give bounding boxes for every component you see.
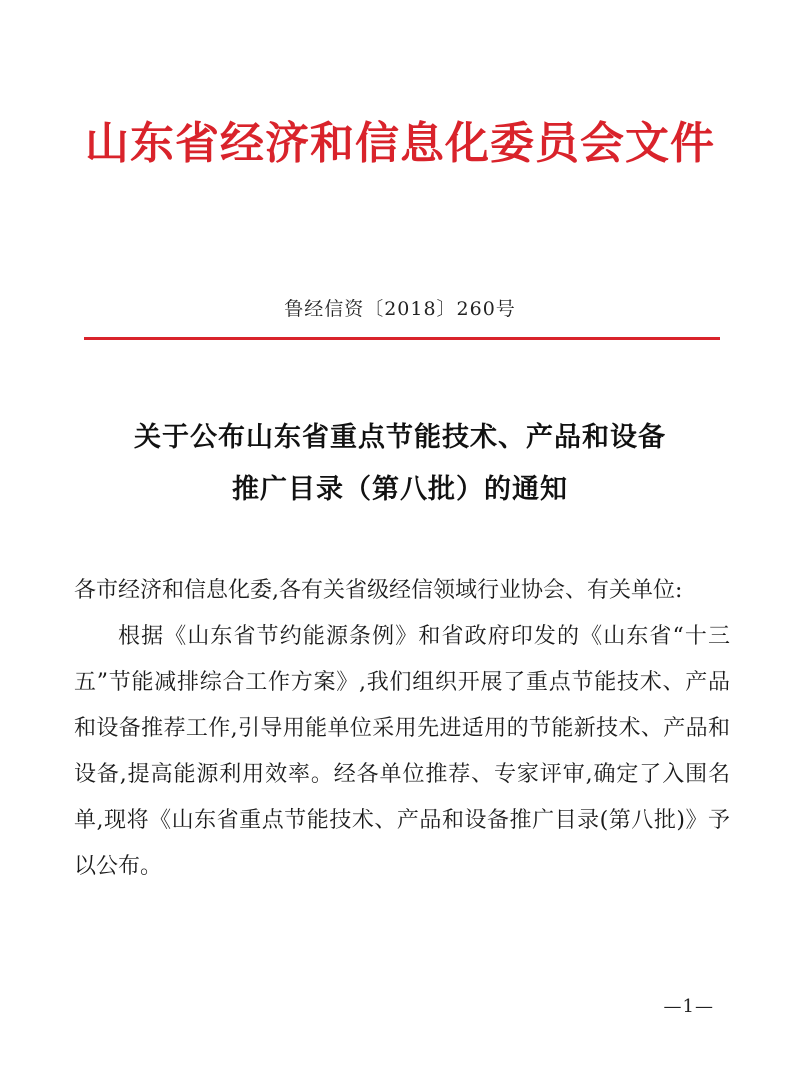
- title-line-2: 推广目录（第八批）的通知: [232, 474, 568, 505]
- document-body: [74, 568, 730, 890]
- red-divider-line: [84, 337, 720, 340]
- title-line-1: 关于公布山东省重点节能技术、产品和设备: [134, 422, 666, 453]
- document-number: 鲁经信资〔2018〕260号: [284, 298, 516, 320]
- page-number: —1—: [663, 996, 714, 1017]
- document-title: [0, 412, 800, 516]
- salutation: 各市经济和信息化委,各有关省级经信领域行业协会、有关单位:: [74, 578, 683, 603]
- body-paragraph: 根据《山东省节约能源条例》和省政府印发的《山东省“十三五”节能减排综合工作方案》,我们组织开展了重点节能技术、产品和设备推荐工作,引导用能单位采用先进适用的节能新技术、产品和设备,提高能源利用效率。经各单位推荐、专家评审,确定了入围名单,现将《山东省重点节能技术、产品和设备推广目录(第八批)》予以公布。: [74, 624, 730, 879]
- document-masthead: 山东省经济和信息化委员会文件: [85, 118, 715, 169]
